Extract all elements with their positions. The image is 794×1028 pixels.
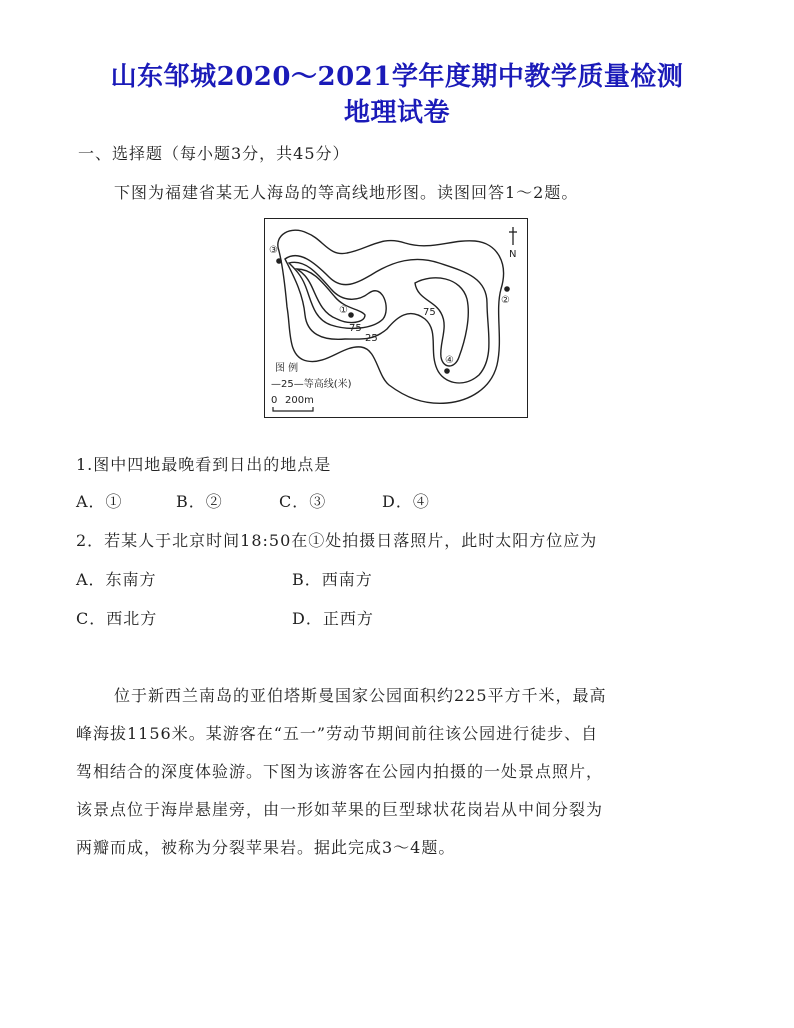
contour-map-figure xyxy=(264,218,528,418)
point-2-dot xyxy=(504,286,510,292)
q1-option-d[interactable]: D．④ xyxy=(382,492,430,511)
contour-label-75-east: 75 xyxy=(423,307,436,318)
contour-line-outer xyxy=(278,230,504,403)
q1-option-c[interactable]: C．③ xyxy=(279,492,327,511)
point-1-dot xyxy=(348,312,354,318)
scale-zero: 0 xyxy=(271,395,278,406)
group1-intro: 下图为福建省某无人海岛的等高线地形图。读图回答1～2题。 xyxy=(114,183,579,202)
exam-subtitle: 地理试卷 xyxy=(343,98,450,128)
question-1-stem: 1.图中四地最晚看到日出的地点是 xyxy=(76,455,332,474)
passage-line-3: 驾相结合的深度体验游。下图为该游客在公园内拍摄的一处景点照片， xyxy=(76,762,604,781)
contour-label-25: 25 xyxy=(365,333,378,344)
legend-title: 图 例 xyxy=(275,363,299,374)
contour-line-50 xyxy=(289,262,386,328)
scale-bar xyxy=(273,407,313,411)
passage-line-5: 两瓣而成，被称为分裂苹果岩。据此完成3～4题。 xyxy=(76,838,456,857)
contour-line-75-east xyxy=(415,278,468,366)
passage-line-2: 峰海拔1156米。某游客在“五一”劳动节期间前往该公园进行徒步、自 xyxy=(76,724,599,743)
point-3-dot xyxy=(276,258,282,264)
contour-label-75-west: 75 xyxy=(349,323,362,334)
north-label: N xyxy=(509,249,517,260)
contour-map xyxy=(265,219,527,417)
point-4-dot xyxy=(444,368,450,374)
point-2-label: ② xyxy=(501,295,510,306)
q1-option-a[interactable]: A．① xyxy=(76,492,123,511)
point-1-label: ① xyxy=(339,305,348,316)
point-3-label: ③ xyxy=(269,245,278,256)
scale-value: 200m xyxy=(285,395,314,406)
question-2-stem: 2．若某人于北京时间18:50在①处拍摄日落照片，此时太阳方位应为 xyxy=(76,531,598,550)
q2-option-c[interactable]: C．西北方 xyxy=(76,609,158,628)
passage-line-1: 位于新西兰南岛的亚伯塔斯曼国家公园面积约225平方千米，最高 xyxy=(114,686,607,705)
q2-option-d[interactable]: D．正西方 xyxy=(292,609,374,628)
q2-option-a[interactable]: A．东南方 xyxy=(76,570,157,589)
passage-line-4: 该景点位于海岸悬崖旁，由一形如苹果的巨型球状花岗岩从中间分裂为 xyxy=(76,800,604,819)
q1-option-b[interactable]: B．② xyxy=(176,492,223,511)
exam-title: 山东邹城2020～2021学年度期中教学质量检测 xyxy=(110,62,684,92)
q2-option-b[interactable]: B．西南方 xyxy=(292,570,373,589)
contour-line-75-west xyxy=(297,269,365,322)
section-heading: 一、选择题（每小题3分，共45分） xyxy=(78,144,350,163)
legend-contour: —25—等高线(米) xyxy=(271,379,352,390)
contour-line-25 xyxy=(285,256,489,383)
point-4-label: ④ xyxy=(445,355,454,366)
